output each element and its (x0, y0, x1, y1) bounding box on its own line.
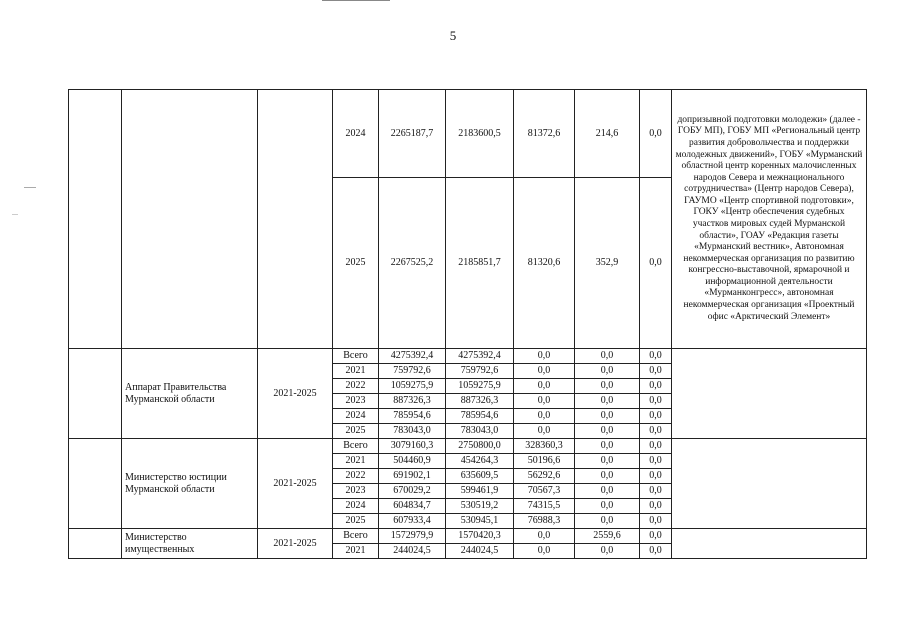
amount-cell: 0,0 (575, 409, 640, 424)
year-cell: 2024 (333, 499, 379, 514)
amount-cell: 1570420,3 (446, 529, 514, 544)
total-cell: 887326,3 (379, 394, 446, 409)
total-cell: 3079160,3 (379, 439, 446, 454)
year-cell: 2021 (333, 454, 379, 469)
year-cell: 2021 (333, 364, 379, 379)
amount-cell: 0,0 (575, 469, 640, 484)
amount-cell: 0,0 (640, 178, 672, 349)
table-row (69, 529, 867, 544)
year-cell: 2021 (333, 544, 379, 559)
amount-cell: 74315,5 (514, 499, 575, 514)
year-cell: 2024 (333, 90, 379, 178)
total-cell: 783043,0 (379, 424, 446, 439)
total-cell: 759792,6 (379, 364, 446, 379)
amount-cell: 81320,6 (514, 178, 575, 349)
amount-cell: 2559,6 (575, 529, 640, 544)
year-cell: 2024 (333, 409, 379, 424)
amount-cell: 0,0 (640, 379, 672, 394)
total-cell: 1059275,9 (379, 379, 446, 394)
number-cell (69, 439, 122, 529)
executor-cell (672, 529, 867, 559)
amount-cell: 1059275,9 (446, 379, 514, 394)
scan-mark (12, 214, 18, 215)
amount-cell: 0,0 (575, 349, 640, 364)
period-cell: 2021-2025 (258, 439, 333, 529)
amount-cell: 70567,3 (514, 484, 575, 499)
amount-cell: 785954,6 (446, 409, 514, 424)
amount-cell: 2750800,0 (446, 439, 514, 454)
amount-cell: 599461,9 (446, 484, 514, 499)
amount-cell: 214,6 (575, 90, 640, 178)
table-row (69, 349, 867, 364)
budget-table (68, 89, 867, 559)
amount-cell: 0,0 (640, 469, 672, 484)
year-cell: 2023 (333, 484, 379, 499)
number-cell (69, 529, 122, 559)
amount-cell: 0,0 (575, 439, 640, 454)
year-cell: 2025 (333, 514, 379, 529)
organization-name: Министерство юстиции Мурманской области (122, 439, 258, 529)
amount-cell: 0,0 (640, 529, 672, 544)
amount-cell: 56292,6 (514, 469, 575, 484)
amount-cell: 887326,3 (446, 394, 514, 409)
executor-description: допризывной подготовки молодежи» (далее - ГОБУ МП), ГОБУ МП «Региональный центр развития добровольчества и поддержки молодежных движений», ГОБУ «Мурманский областной центр коренных малочисленных народов Севера и межнационального сотрудничества» (Центр народов Севера), ГАУМО «Центр спортивной подготовки», ГОКУ «Центр обеспечения судебных участков мировых судей Мурманской области», ГОАУ «Редакция газеты «Мурманский вестник», Автономная некоммерческая организация по развитию конгрессно-выставочной, ярмарочной и информационной деятельности «Мурманконгресс», автономная некоммерческая организация «Проектный офис «Арктический Элемент» (672, 90, 867, 349)
amount-cell: 352,9 (575, 178, 640, 349)
amount-cell: 0,0 (575, 454, 640, 469)
amount-cell: 0,0 (640, 454, 672, 469)
year-cell: 2023 (333, 394, 379, 409)
total-cell: 2265187,7 (379, 90, 446, 178)
organization-name: Министерство имущественных (122, 529, 258, 559)
amount-cell: 530519,2 (446, 499, 514, 514)
period-cell: 2021-2025 (258, 349, 333, 439)
amount-cell: 50196,6 (514, 454, 575, 469)
period-cell: 2021-2025 (258, 529, 333, 559)
amount-cell: 244024,5 (446, 544, 514, 559)
amount-cell: 0,0 (514, 544, 575, 559)
amount-cell: 2183600,5 (446, 90, 514, 178)
page-number: 5 (449, 28, 457, 43)
amount-cell: 635609,5 (446, 469, 514, 484)
year-cell: 2022 (333, 379, 379, 394)
total-cell: 607933,4 (379, 514, 446, 529)
amount-cell: 2185851,7 (446, 178, 514, 349)
amount-cell: 783043,0 (446, 424, 514, 439)
amount-cell: 4275392,4 (446, 349, 514, 364)
amount-cell: 0,0 (640, 90, 672, 178)
amount-cell: 0,0 (640, 484, 672, 499)
amount-cell: 0,0 (640, 514, 672, 529)
amount-cell: 0,0 (575, 514, 640, 529)
amount-cell: 328360,3 (514, 439, 575, 454)
year-cell: 2022 (333, 469, 379, 484)
amount-cell: 0,0 (575, 424, 640, 439)
amount-cell: 0,0 (640, 424, 672, 439)
total-cell: 504460,9 (379, 454, 446, 469)
total-cell: 691902,1 (379, 469, 446, 484)
amount-cell: 0,0 (640, 499, 672, 514)
amount-cell: 0,0 (514, 424, 575, 439)
total-cell: 785954,6 (379, 409, 446, 424)
table-row (69, 439, 867, 454)
amount-cell: 0,0 (575, 484, 640, 499)
amount-cell: 0,0 (514, 379, 575, 394)
amount-cell: 0,0 (514, 349, 575, 364)
table-row (69, 90, 867, 178)
amount-cell: 530945,1 (446, 514, 514, 529)
amount-cell: 0,0 (640, 394, 672, 409)
amount-cell: 0,0 (575, 394, 640, 409)
organization-name: Аппарат Правительства Мурманской области (122, 349, 258, 439)
amount-cell: 0,0 (575, 379, 640, 394)
year-cell: Всего (333, 529, 379, 544)
amount-cell: 0,0 (575, 499, 640, 514)
top-rule (322, 0, 390, 1)
amount-cell: 0,0 (514, 394, 575, 409)
year-cell: 2025 (333, 424, 379, 439)
amount-cell: 759792,6 (446, 364, 514, 379)
name-cell (122, 90, 258, 349)
amount-cell: 0,0 (640, 544, 672, 559)
period-cell (258, 90, 333, 349)
amount-cell: 0,0 (514, 529, 575, 544)
executor-cell (672, 349, 867, 439)
total-cell: 244024,5 (379, 544, 446, 559)
year-cell: Всего (333, 349, 379, 364)
year-cell: Всего (333, 439, 379, 454)
total-cell: 604834,7 (379, 499, 446, 514)
year-cell: 2025 (333, 178, 379, 349)
amount-cell: 0,0 (514, 409, 575, 424)
amount-cell: 76988,3 (514, 514, 575, 529)
amount-cell: 454264,3 (446, 454, 514, 469)
amount-cell: 0,0 (575, 364, 640, 379)
amount-cell: 81372,6 (514, 90, 575, 178)
amount-cell: 0,0 (640, 439, 672, 454)
scan-mark (24, 187, 36, 188)
amount-cell: 0,0 (640, 349, 672, 364)
number-cell (69, 90, 122, 349)
total-cell: 670029,2 (379, 484, 446, 499)
amount-cell: 0,0 (640, 409, 672, 424)
amount-cell: 0,0 (514, 364, 575, 379)
total-cell: 1572979,9 (379, 529, 446, 544)
amount-cell: 0,0 (640, 364, 672, 379)
number-cell (69, 349, 122, 439)
total-cell: 4275392,4 (379, 349, 446, 364)
executor-cell (672, 439, 867, 529)
total-cell: 2267525,2 (379, 178, 446, 349)
amount-cell: 0,0 (575, 544, 640, 559)
